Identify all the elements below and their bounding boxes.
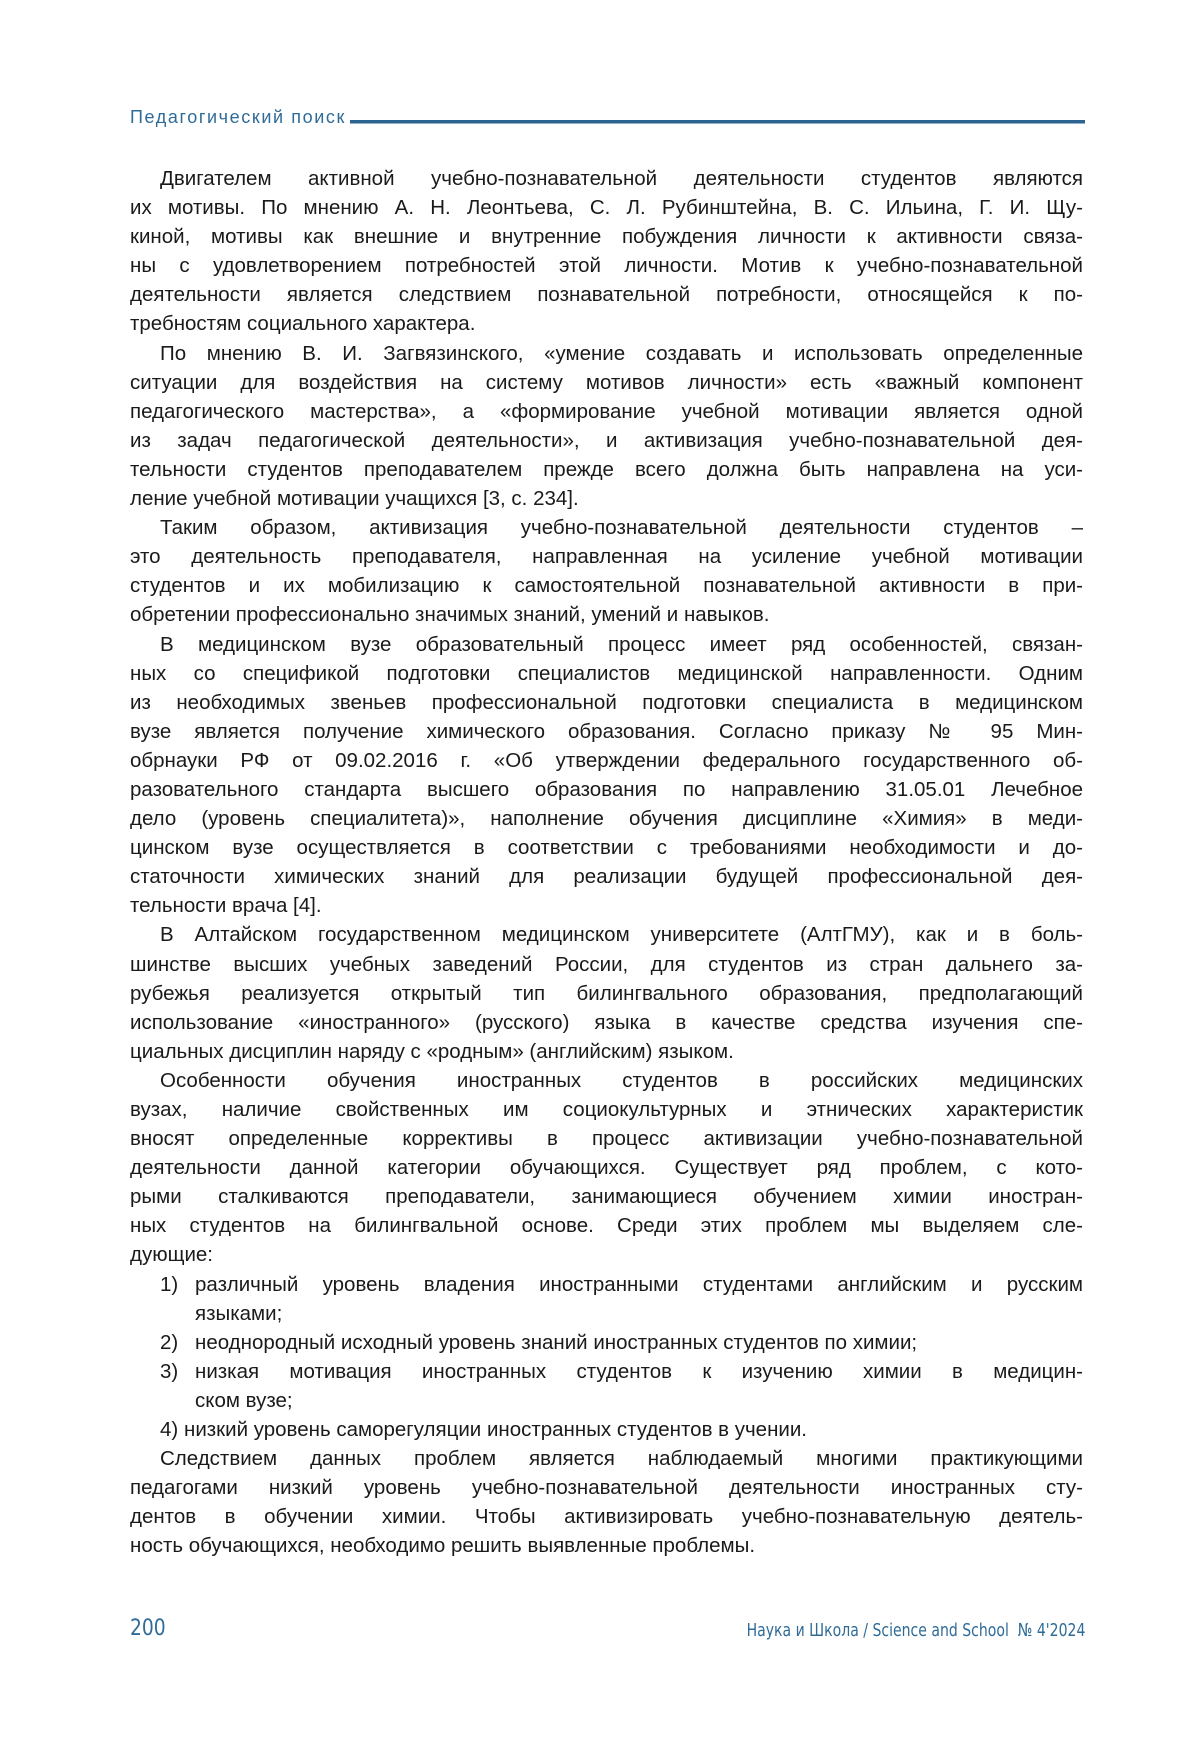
text-line: использование «иностранного» (русского) языка в качестве средства изучения спе-	[130, 1008, 1083, 1037]
text-line: это деятельность преподавателя, направленная на усиление учебной мотивации	[130, 542, 1083, 571]
text-line: низкий уровень саморегуляции иностранных студентов в учении.	[184, 1415, 1083, 1444]
text-line: неоднородный исходный уровень знаний иностранных студентов по химии;	[195, 1328, 1083, 1357]
text-line: тельности врача [4].	[130, 891, 1083, 920]
text-line: вузах, наличие свойственных им социокультурных и этнических характеристик	[130, 1095, 1083, 1124]
problem-list	[130, 1270, 1083, 1445]
text-line: Следствием данных проблем является наблюдаемый многими практикующими	[130, 1444, 1083, 1473]
text-line: ны с удовлетворением потребностей этой личности. Мотив к учебно-познавательной	[130, 251, 1083, 280]
text-line: По мнению В. И. Загвязинского, «умение создавать и использовать определенные	[130, 339, 1083, 368]
text-line: рубежья реализуется открытый тип билингвального образования, предполагающий	[130, 979, 1083, 1008]
text-line: различный уровень владения иностранными студентами английским и русским	[195, 1270, 1083, 1299]
text-line: цинском вузе осуществляется в соответствии с требованиями необходимости и до-	[130, 833, 1083, 862]
list-number: 2)	[160, 1328, 195, 1357]
text-line: В Алтайском государственном медицинском университете (АлтГМУ), как и в боль-	[130, 920, 1083, 949]
text-line: киной, мотивы как внешние и внутренние побуждения личности к активности связа-	[130, 222, 1083, 251]
section-title: Педагогический поиск	[130, 106, 346, 128]
paragraph	[130, 630, 1083, 921]
text-line: низкая мотивация иностранных студентов к изучению химии в медицин-	[195, 1357, 1083, 1386]
paragraph	[130, 513, 1083, 629]
running-header	[130, 102, 1085, 128]
paragraph	[130, 164, 1083, 339]
text-line: из задач педагогической деятельности», и активизация учебно-познавательной дея-	[130, 426, 1083, 455]
list-number: 3)	[160, 1357, 195, 1415]
list-item	[130, 1270, 1083, 1328]
text-line: их мотивы. По мнению А. Н. Леонтьева, С. Л. Рубинштейна, В. С. Ильина, Г. И. Щу-	[130, 193, 1083, 222]
text-line: ситуации для воздействия на систему мотивов личности» есть «важный компонент	[130, 368, 1083, 397]
paragraph	[130, 1066, 1083, 1270]
text-line: разовательного стандарта высшего образования по направлению 31.05.01 Лечебное	[130, 775, 1083, 804]
text-line: шинстве высших учебных заведений России, для студентов из стран дальнего за-	[130, 950, 1083, 979]
list-number: 4)	[160, 1415, 184, 1444]
list-item	[130, 1357, 1083, 1415]
text-line: Особенности обучения иностранных студентов в российских медицинских	[130, 1066, 1083, 1095]
paragraph	[130, 339, 1083, 514]
text-line: ность обучающихся, необходимо решить выявленные проблемы.	[130, 1531, 1083, 1560]
page-number: 200	[130, 1616, 166, 1641]
journal-name: Наука и Школа / Science and School № 4'2024	[746, 1620, 1085, 1641]
text-line: ных студентов на билингвальной основе. Среди этих проблем мы выделяем сле-	[130, 1211, 1083, 1240]
text-line: дующие:	[130, 1240, 1083, 1269]
list-item	[130, 1415, 1083, 1444]
list-item	[130, 1328, 1083, 1357]
text-line: педагогами низкий уровень учебно-познавательной деятельности иностранных сту-	[130, 1473, 1083, 1502]
text-line: языками;	[195, 1299, 1083, 1328]
text-line: дентов в обучении химии. Чтобы активизировать учебно-познавательную деятель-	[130, 1502, 1083, 1531]
text-line: деятельности является следствием познавательной потребности, относящейся к по-	[130, 280, 1083, 309]
text-line: дело (уровень специалитета)», наполнение обучения дисциплине «Химия» в меди-	[130, 804, 1083, 833]
text-line: В медицинском вузе образовательный процесс имеет ряд особенностей, связан-	[130, 630, 1083, 659]
text-line: обрнауки РФ от 09.02.2016 г. «Об утверждении федерального государственного об-	[130, 746, 1083, 775]
text-line: Двигателем активной учебно-познавательной деятельности студентов являются	[130, 164, 1083, 193]
text-line: вузе является получение химического образования. Согласно приказу № 95 Мин-	[130, 717, 1083, 746]
text-line: из необходимых звеньев профессиональной подготовки специалиста в медицинском	[130, 688, 1083, 717]
text-line: обретении профессионально значимых знаний, умений и навыков.	[130, 600, 1083, 629]
paragraph	[130, 1444, 1083, 1560]
text-line: ных со спецификой подготовки специалистов медицинской направленности. Одним	[130, 659, 1083, 688]
text-line: деятельности данной категории обучающихся. Существует ряд проблем, с кото-	[130, 1153, 1083, 1182]
text-line: ском вузе;	[195, 1386, 1083, 1415]
text-line: статочности химических знаний для реализации будущей профессиональной дея-	[130, 862, 1083, 891]
text-line: педагогического мастерства», а «формирование учебной мотивации является одной	[130, 397, 1083, 426]
text-line: требностям социального характера.	[130, 309, 1083, 338]
paragraph	[130, 920, 1083, 1065]
text-line: циальных дисциплин наряду с «родным» (английским) языком.	[130, 1037, 1083, 1066]
text-line: Таким образом, активизация учебно-познавательной деятельности студентов –	[130, 513, 1083, 542]
text-line: ление учебной мотивации учащихся [3, с. 234].	[130, 484, 1083, 513]
text-line: студентов и их мобилизацию к самостоятельной познавательной активности в при-	[130, 571, 1083, 600]
text-line: рыми сталкиваются преподаватели, занимающиеся обучением химии иностран-	[130, 1182, 1083, 1211]
header-rule	[350, 120, 1085, 124]
article-body	[130, 164, 1083, 1561]
text-line: тельности студентов преподавателем прежде всего должна быть направлена на уси-	[130, 455, 1083, 484]
text-line: вносят определенные коррективы в процесс активизации учебно-познавательной	[130, 1124, 1083, 1153]
list-number: 1)	[160, 1270, 195, 1328]
